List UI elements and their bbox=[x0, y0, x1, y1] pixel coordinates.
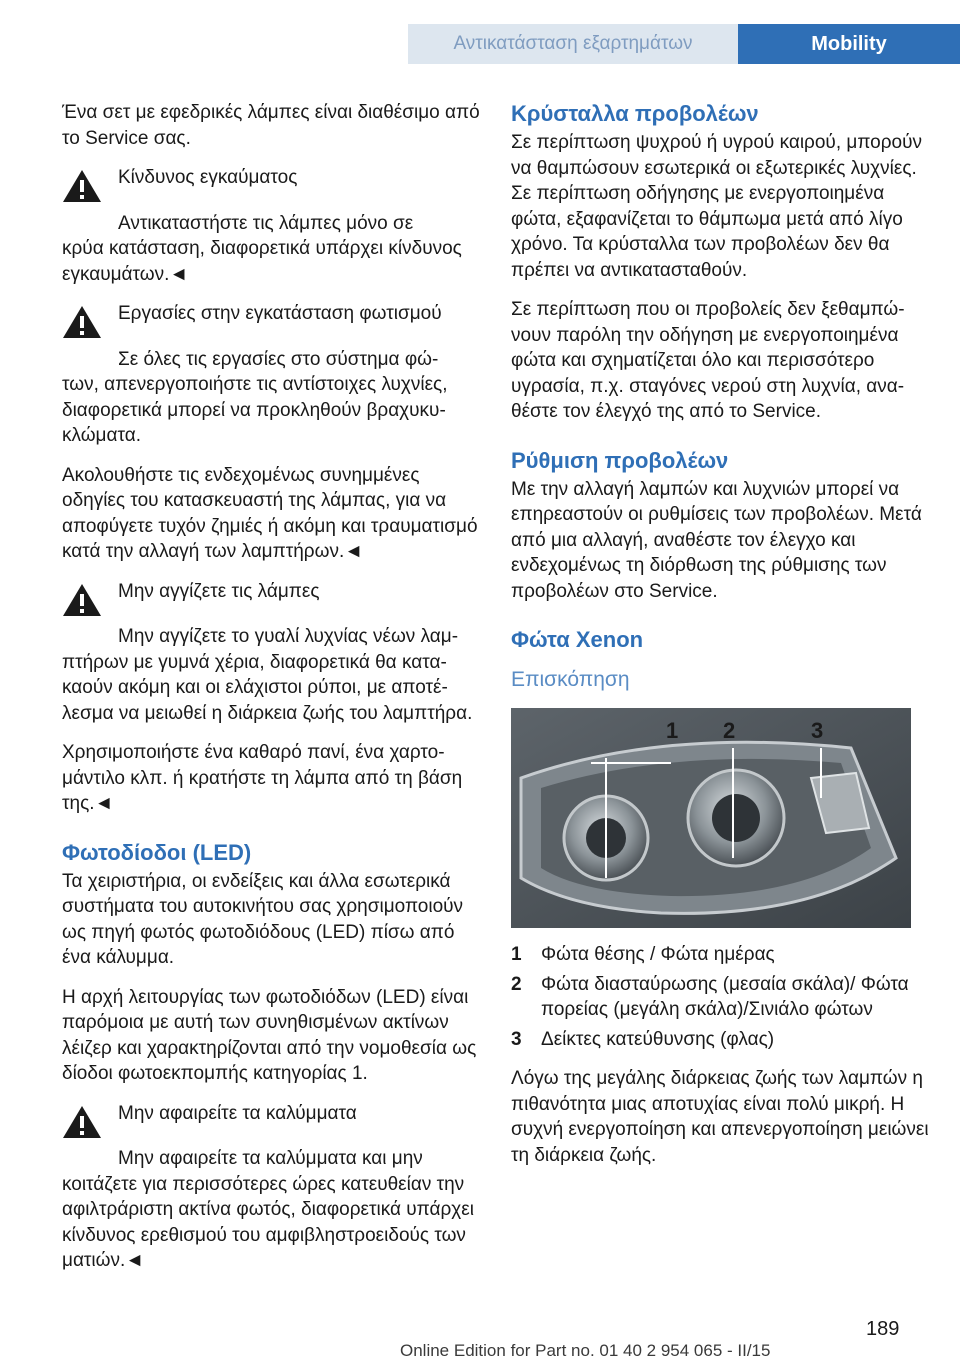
xenon-section bbox=[511, 626, 931, 1168]
manufacturer-paragraph: Ακολουθήστε τις ενδεχομένως συνημμένες οδηγίες του κατασκευαστή της λάμπας, για να αποφύγετε τυχόν ζημιές ή ακόμη και τραυματισμό κατά την αλλαγή των λαμπτήρων.◄ bbox=[62, 464, 478, 562]
legend-text: Δείκτες κατεύθυνσης (φλας) bbox=[541, 1028, 775, 1050]
glass-paragraph-2: Σε περίπτωση που οι προβολείς δεν ξεθαμπώνουν παρόλη την οδήγηση με ενεργοποιημένα φώτα και σχηματίζεται όλο και περισσότερο υγρασία, π.χ. σταγόνες νερού στη λυχνία, αναθέστε τον έλεγχό της από το Service. bbox=[511, 299, 905, 422]
edition-footer: Online Edition for Part no. 01 40 2 954 065 - II/15 bbox=[400, 1341, 771, 1360]
warning-lead: Αντικαταστήστε τις λάμπες μόνο σε bbox=[118, 212, 414, 234]
callout-2: 2 bbox=[723, 718, 736, 743]
xenon-heading: Φώτα Xenon bbox=[511, 627, 644, 652]
glass-heading: Κρύσταλλα προβολέων bbox=[511, 101, 759, 126]
warning-title: Εργασίες στην εγκατάσταση φωτισμού bbox=[118, 303, 442, 324]
warning-body: πτήρων με γυμνά χέρια, διαφορετικά θα κατακαούν ακόμη και οι ελάχιστοι ρύποι, με αποτέλεσμα να μειωθεί η διάρκεια ζωής του λαμπτήρα. bbox=[62, 651, 473, 724]
legend-text: Φώτα θέσης / Φώτα ημέρας bbox=[541, 944, 775, 965]
warning-triangle-icon bbox=[62, 1101, 118, 1147]
intro-paragraph: Ένα σετ με εφεδρικές λάμπες είναι διαθέσιμο από το Service σας. bbox=[62, 102, 480, 149]
warning-touch bbox=[62, 579, 482, 727]
section-title: Αντικατάσταση εξαρτημάτων bbox=[408, 24, 738, 64]
warning-triangle-icon bbox=[62, 301, 118, 347]
legend-item bbox=[511, 972, 931, 1023]
callout-3: 3 bbox=[811, 718, 824, 743]
warning-title: Μην αφαιρείτε τα καλύμματα bbox=[118, 1102, 357, 1124]
warning-title: Κίνδυνος εγκαύματος bbox=[118, 167, 298, 188]
overview-heading: Επισκόπηση bbox=[511, 668, 630, 691]
legend-item bbox=[511, 942, 931, 968]
legend-item bbox=[511, 1027, 931, 1053]
legend-number: 2 bbox=[511, 973, 522, 995]
page-number: 189 bbox=[866, 1318, 900, 1340]
warning-body: των, απενεργοποιήστε τις αντίστοιχες λυχνίες, διαφορετικά μπορεί να προκληθούν βραχυκυκλώματα. bbox=[62, 374, 448, 446]
led-paragraph-1: Τα χειριστήρια, οι ενδείξεις και άλλα εσωτερικά συστήματα του αυτοκινήτου σας χρησιμοποιούν ως πηγή φωτός φωτοδιόδους (LED) πίσω από ένα κάλυμμα. bbox=[62, 870, 464, 968]
legend-number: 1 bbox=[511, 944, 522, 965]
adjust-paragraph: Με την αλλαγή λαμπών και λυχνιών μπορεί να επηρεαστούν οι ρυθμίσεις των προβολέων. Μετά από μια αλλαγή, αναθέστε τον έλεγχο και ενδεχομένως τη διόρθωση της ρύθμισης των προβολέων στο Service. bbox=[511, 478, 922, 602]
right-column bbox=[511, 100, 931, 1182]
legend-number: 3 bbox=[511, 1028, 522, 1050]
adjust-heading: Ρύθμιση προβολέων bbox=[511, 447, 729, 473]
lifetime-paragraph: Λόγω της μεγάλης διάρκειας ζωής των λαμπών η πιθανότητα μιας αποτυχίας είναι πολύ μικρή. Η συχνή ενεργοποίηση και απενεργοποίηση μειώνει τη διάρκεια ζωής. bbox=[511, 1068, 929, 1166]
headlight-photo bbox=[511, 708, 911, 928]
page-header bbox=[0, 0, 960, 64]
warning-title: Μην αγγίζετε τις λάμπες bbox=[118, 580, 320, 602]
led-heading: Φωτοδίοδοι (LED) bbox=[62, 839, 252, 865]
led-section bbox=[62, 839, 482, 1087]
callout-1: 1 bbox=[666, 718, 679, 743]
warning-triangle-icon bbox=[62, 579, 118, 625]
warning-lighting bbox=[62, 301, 482, 449]
adjust-section bbox=[511, 447, 931, 605]
left-column bbox=[62, 100, 482, 1288]
warning-burn bbox=[62, 165, 482, 287]
warning-triangle-icon bbox=[62, 165, 118, 211]
warning-body: κοιτάζετε για περισσότερες ώρες κατευθείαν την αφιλτράριστη ακτίνα φωτός, διαφορετικά υπάρχει κίνδυνος ερεθισμού του αμφιβληστροειδούς των ματιών.◄ bbox=[62, 1173, 474, 1271]
warning-lead: Σε όλες τις εργασίες στο σύστημα φώ- bbox=[118, 348, 439, 370]
led-paragraph-2: Η αρχή λειτουργίας των φωτοδιόδων (LED) είναι παρόμοια με αυτή των συνηθισμένων ακτίνων λέιζερ και χαρακτηρίζονται από την νομοθεσία ως δίοδοι φωτοεκπομπής κατηγορίας 1. bbox=[62, 986, 477, 1084]
chapter-tab[interactable]: Mobility bbox=[738, 24, 960, 64]
photo-legend bbox=[511, 942, 931, 1052]
warning-lead: Μην αγγίζετε το γυαλί λυχνίας νέων λαμ- bbox=[118, 626, 459, 647]
glass-paragraph-1: Σε περίπτωση ψυχρού ή υγρού καιρού, μπορούν να θαμπώσουν εσωτερικά οι εξωτερικές λυχνίες. Σε περίπτωση οδήγησης με ενεργοποιημένα φώτα, εξαφανίζεται το θάμπωμα μετά από λίγο χρόνο. Τα κρύσταλλα των προβολέων δεν θα πρέπει να αντικατασταθούν. bbox=[511, 132, 923, 281]
warning-body: κρύα κατάσταση, διαφορετικά υπάρχει κίνδυνος εγκαυμάτων.◄ bbox=[62, 238, 462, 285]
legend-text: Φώτα διασταύρωσης (μεσαία σκάλα)/ Φώτα πορείας (μεγάλη σκάλα)/Σινιάλο φώτων bbox=[541, 973, 909, 1020]
cloth-paragraph: Χρησιμοποιήστε ένα καθαρό πανί, ένα χαρτομάντιλο κλπ. ή κρατήστε τη λάμπα από τη βάση της.◄ bbox=[62, 742, 463, 814]
warning-covers bbox=[62, 1101, 482, 1274]
warning-lead: Μην αφαιρείτε τα καλύμματα και μην bbox=[118, 1148, 423, 1169]
